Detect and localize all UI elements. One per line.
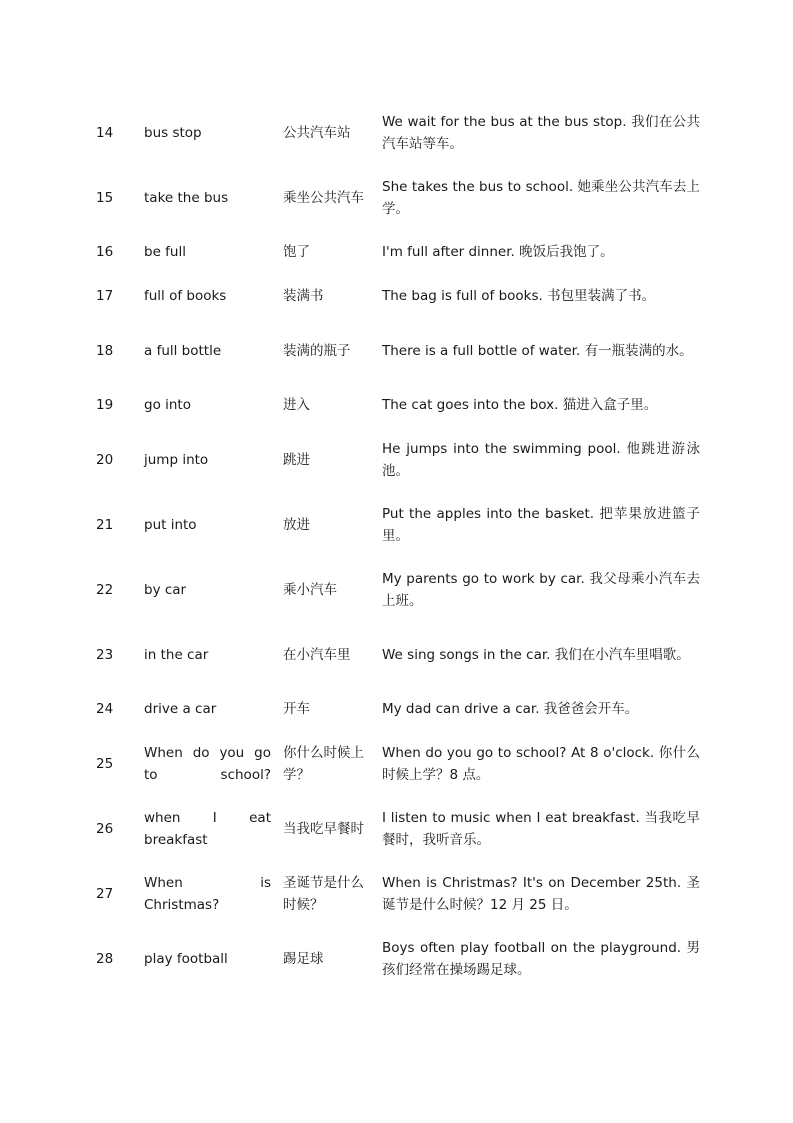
row-number: 22: [96, 581, 114, 598]
row-number: 14: [96, 124, 114, 141]
phrase-english: put into: [144, 516, 197, 533]
row-number: 20: [96, 451, 114, 468]
table-row: [86, 165, 700, 230]
phrase-chinese: 装满的瓶子: [283, 342, 351, 359]
phrase-chinese: 圣诞节是什么时候？: [283, 874, 364, 913]
phrase-chinese: 饱了: [283, 244, 310, 260]
phrase-chinese: 放进: [283, 516, 310, 533]
table-row: [86, 622, 700, 687]
phrase-english: by car: [144, 581, 187, 598]
row-number: 21: [96, 516, 114, 533]
example-sentence: There is a full bottle of water. 有一瓶装满的水。: [382, 342, 693, 359]
phrase-english: jump into: [144, 451, 209, 468]
row-number: 23: [96, 646, 114, 663]
phrase-chinese: 乘小汽车: [283, 581, 337, 598]
example-sentence: When is Christmas? It's on December 25th. 圣诞节是什么时候？12 月 25 日。: [382, 874, 700, 913]
table-row: [86, 796, 700, 861]
table-row: [86, 274, 700, 318]
phrase-english: drive a car: [144, 701, 217, 717]
example-sentence: We sing songs in the car. 我们在小汽车里唱歌。: [382, 646, 690, 663]
phrase-chinese: 乘坐公共汽车: [283, 189, 364, 206]
phrase-chinese: 公共汽车站: [283, 124, 351, 141]
phrase-chinese: 进入: [283, 397, 310, 413]
row-number: 25: [96, 755, 114, 772]
table-row: [86, 230, 700, 274]
phrase-chinese: 你什么时候上学？: [283, 744, 364, 783]
table-row: [86, 100, 700, 165]
phrase-english: When do you go to school?: [144, 744, 271, 783]
example-sentence: When do you go to school? At 8 o'clock. 你什么时候上学？8 点。: [382, 744, 700, 783]
row-number: 15: [96, 189, 114, 206]
table-row: [86, 731, 700, 796]
phrase-english: When is Christmas?: [144, 874, 271, 913]
example-sentence: I'm full after dinner. 晚饭后我饱了。: [382, 244, 614, 260]
row-number: 16: [96, 244, 114, 260]
row-number: 17: [96, 288, 114, 304]
example-sentence: Boys often play football on the playground. 男孩们经常在操场踢足球。: [382, 939, 700, 978]
example-sentence: The cat goes into the box. 猫进入盒子里。: [382, 397, 658, 413]
table-row: [86, 557, 700, 622]
row-number: 18: [96, 342, 114, 359]
row-number: 19: [96, 397, 114, 413]
phrase-english: a full bottle: [144, 342, 222, 359]
row-number: 24: [96, 701, 114, 717]
phrase-english: full of books: [144, 288, 227, 304]
phrase-english: be full: [144, 244, 186, 260]
phrase-english: go into: [144, 397, 191, 413]
phrase-english: take the bus: [144, 189, 229, 206]
vocabulary-table: [86, 100, 700, 991]
table-row: [86, 492, 700, 557]
phrase-english: in the car: [144, 646, 209, 663]
example-sentence: I listen to music when I eat breakfast. 当我吃早餐时，我听音乐。: [382, 809, 700, 848]
table-row: [86, 427, 700, 492]
phrase-chinese: 装满书: [283, 288, 324, 304]
phrase-english: play football: [144, 950, 228, 967]
table-row: [86, 383, 700, 427]
phrase-chinese: 跳进: [283, 451, 310, 468]
row-number: 26: [96, 820, 114, 837]
example-sentence: My dad can drive a car. 我爸爸会开车。: [382, 701, 639, 717]
example-sentence: She takes the bus to school. 她乘坐公共汽车去上学。: [382, 178, 700, 217]
phrase-chinese: 在小汽车里: [283, 646, 351, 663]
example-sentence: He jumps into the swimming pool. 他跳进游泳池。: [382, 440, 700, 479]
phrase-english: when I eat breakfast: [144, 809, 271, 848]
table-row: [86, 861, 700, 926]
row-number: 27: [96, 885, 114, 902]
example-sentence: The bag is full of books. 书包里装满了书。: [382, 288, 656, 304]
table-row: [86, 318, 700, 383]
phrase-chinese: 开车: [283, 701, 310, 717]
example-sentence: Put the apples into the basket. 把苹果放进篮子里。: [382, 505, 700, 544]
example-sentence: My parents go to work by car. 我父母乘小汽车去上班。: [382, 570, 700, 609]
phrase-english: bus stop: [144, 124, 202, 141]
table-row: [86, 687, 700, 731]
example-sentence: We wait for the bus at the bus stop. 我们在公共汽车站等车。: [382, 113, 700, 152]
row-number: 28: [96, 950, 114, 967]
table-row: [86, 926, 700, 991]
phrase-chinese: 踢足球: [283, 950, 324, 967]
phrase-chinese: 当我吃早餐时: [283, 820, 364, 837]
